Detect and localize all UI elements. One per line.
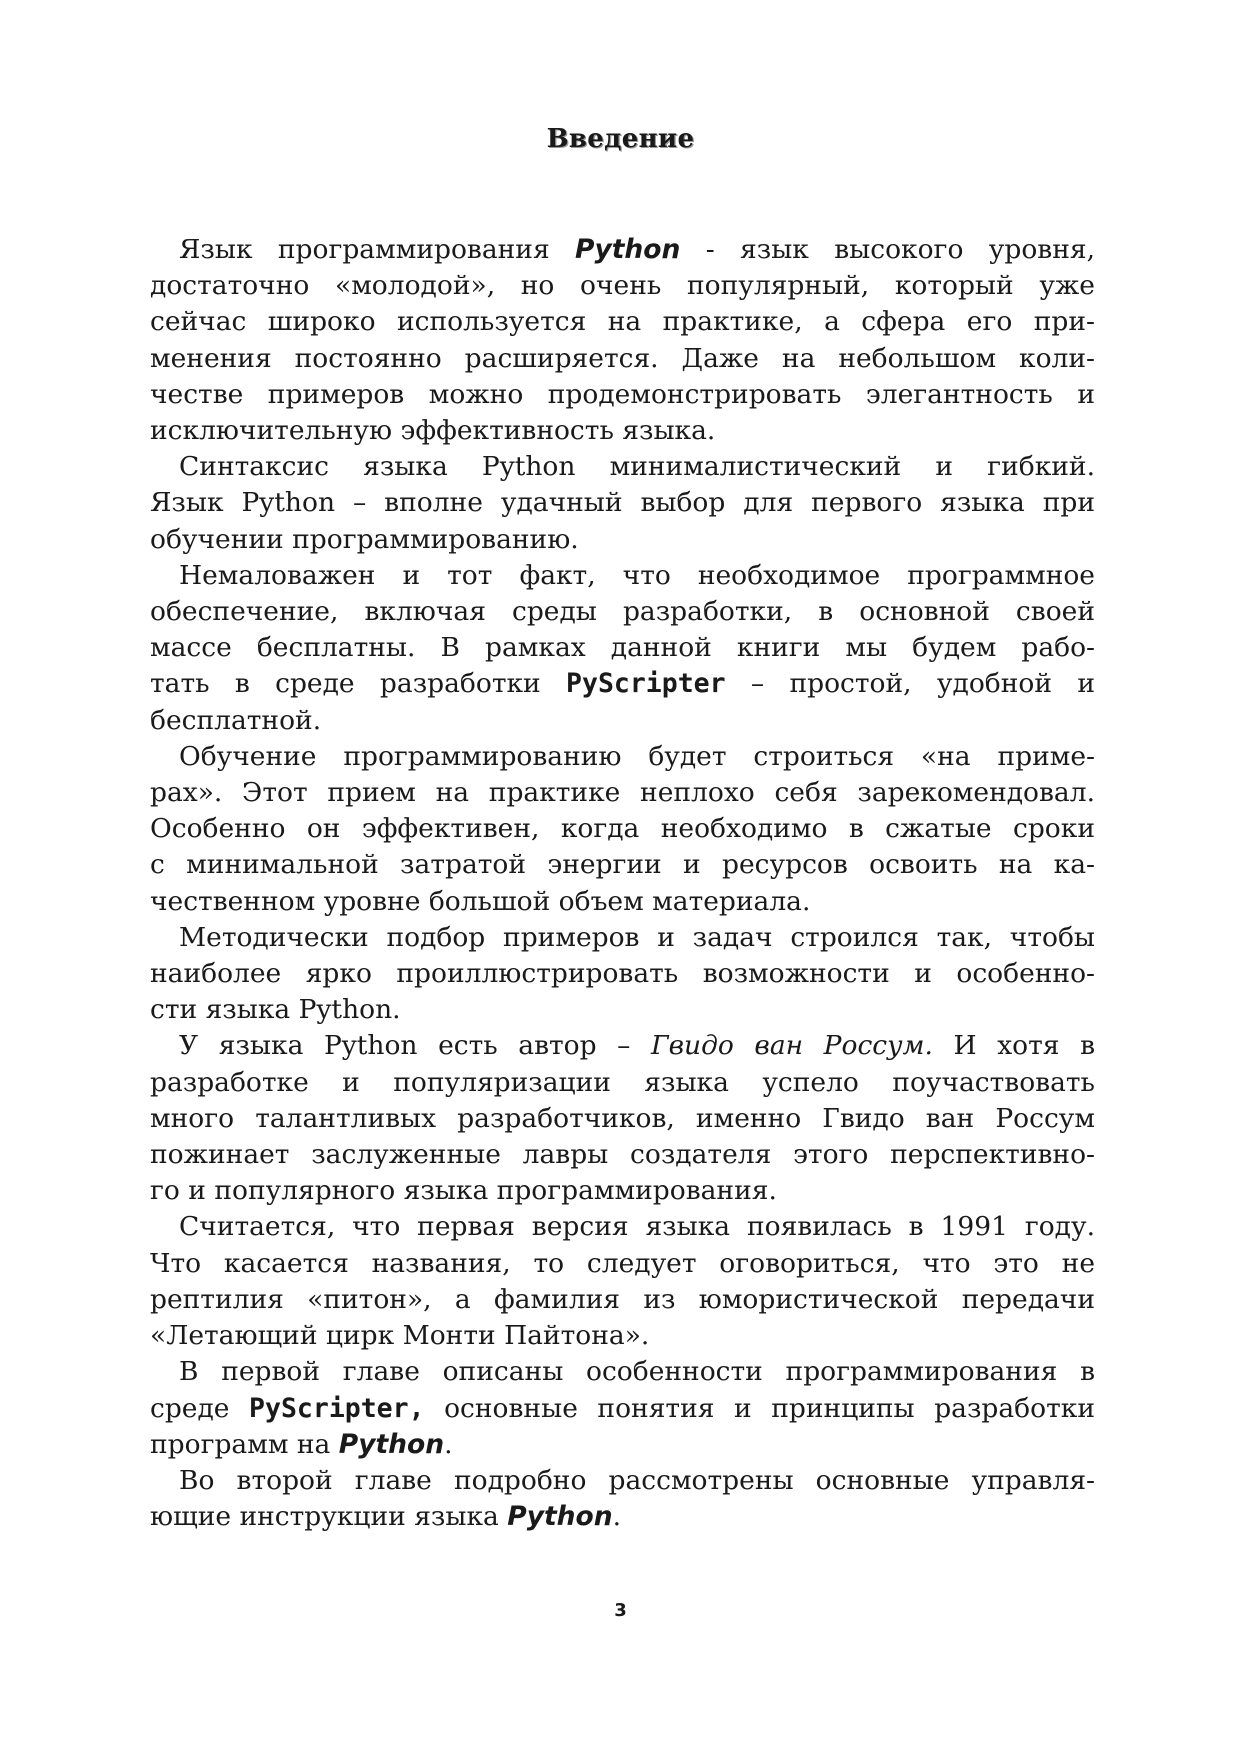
text-line xyxy=(150,1101,1095,1137)
text-run: Считается, что первая версия языка появилась в 1991 году. xyxy=(179,1211,1095,1243)
text-line xyxy=(150,594,1095,630)
paragraph xyxy=(150,1028,1095,1209)
text-line xyxy=(150,377,1095,413)
text-line xyxy=(150,232,1095,268)
text-line xyxy=(150,992,1095,1028)
emphasis-run: PyScripter xyxy=(566,668,726,700)
text-run: – простой, удобной и xyxy=(725,668,1096,700)
text-line xyxy=(150,1463,1095,1499)
text-line xyxy=(150,1354,1095,1390)
text-line xyxy=(150,449,1095,485)
text-run: Немаловажен и тот факт, что необходимое программное xyxy=(179,559,1095,591)
paragraph xyxy=(150,1354,1095,1463)
text-run: основные понятия и принципы разработки xyxy=(424,1392,1095,1424)
text-line xyxy=(150,884,1095,920)
paragraph xyxy=(150,232,1095,449)
text-run: Методически подбор примеров и задач строился так, чтобы xyxy=(179,921,1095,953)
text-run: бесплатной. xyxy=(150,704,322,736)
text-run: достаточно «молодой», но очень популярный, который уже xyxy=(150,270,1095,302)
emphasis-run: Python xyxy=(575,234,681,265)
text-run: Что касается названия, то следует оговориться, что это не xyxy=(150,1247,1095,1279)
text-run: Язык программирования xyxy=(179,234,576,265)
text-run: Во второй главе подробно рассмотрены основные управля- xyxy=(179,1464,1095,1496)
text-run: сти языка Python. xyxy=(150,994,401,1026)
text-run: честве примеров можно продемонстрировать элегантность и xyxy=(150,378,1095,410)
text-line xyxy=(150,739,1095,775)
text-run: У языка Python есть автор – xyxy=(179,1030,652,1062)
text-line xyxy=(150,1137,1095,1173)
text-run: . xyxy=(444,1428,453,1460)
text-run: ющие инструкции языка xyxy=(150,1501,508,1533)
text-line xyxy=(150,1246,1095,1282)
text-line xyxy=(150,268,1095,304)
text-line xyxy=(150,1209,1095,1245)
paragraph xyxy=(150,1209,1095,1354)
paragraph xyxy=(150,1463,1095,1535)
text-run: . xyxy=(612,1501,622,1533)
text-run: В первой главе описаны особенности программирования в xyxy=(179,1356,1095,1388)
paragraph xyxy=(150,558,1095,739)
italic-run: Гвидо ван Россум. xyxy=(651,1030,933,1062)
text-line xyxy=(150,485,1095,521)
text-line xyxy=(150,847,1095,883)
text-line xyxy=(150,1173,1095,1209)
text-run: разработке и популяризации языка успело поучаствовать xyxy=(150,1066,1095,1098)
text-run: Язык Python – вполне удачный выбор для первого языка при xyxy=(150,487,1095,519)
text-line xyxy=(150,703,1095,739)
text-run: го и популярного языка программирования. xyxy=(150,1175,777,1207)
emphasis-run: Python xyxy=(338,1428,445,1460)
text-run: исключительную эффективность языка. xyxy=(150,415,716,447)
text-line xyxy=(150,956,1095,992)
paragraph xyxy=(150,920,1095,1029)
text-run: Синтаксис языка Python минималистический и гибкий. xyxy=(179,451,1095,483)
text-line xyxy=(150,775,1095,811)
text-line xyxy=(150,666,1095,702)
text-run: пожинает заслуженные лавры создателя этого перспективно- xyxy=(150,1139,1095,1171)
text-run: программ на xyxy=(150,1428,339,1460)
emphasis-run: PyScripter, xyxy=(249,1392,425,1424)
body-text xyxy=(150,232,1095,1535)
text-run: - язык высокого уровня, xyxy=(680,234,1095,265)
text-run: Обучение программированию будет строиться «на приме- xyxy=(179,740,1095,772)
text-line xyxy=(150,630,1095,666)
text-run: И хотя в xyxy=(932,1030,1096,1062)
emphasis-run: Python xyxy=(507,1501,613,1533)
text-run: много талантливых разработчиков, именно Гвидо ван Россум xyxy=(150,1102,1095,1134)
text-run: сейчас широко используется на практике, а сфера его при- xyxy=(150,306,1095,338)
text-line xyxy=(150,1028,1095,1064)
text-run: менения постоянно расширяется. Даже на небольшом коли- xyxy=(150,342,1095,374)
paragraph xyxy=(150,449,1095,558)
text-line xyxy=(150,413,1095,449)
text-line xyxy=(150,304,1095,340)
text-run: с минимальной затратой энергии и ресурсов освоить на ка- xyxy=(150,849,1095,881)
text-run: тать в среде разработки xyxy=(150,668,567,700)
text-line xyxy=(150,522,1095,558)
paragraph xyxy=(150,739,1095,920)
text-line xyxy=(150,558,1095,594)
page-number: 3 xyxy=(614,1600,627,1621)
text-line xyxy=(150,920,1095,956)
text-line xyxy=(150,1318,1095,1354)
text-line xyxy=(150,811,1095,847)
text-run: наиболее ярко проиллюстрировать возможности и особенно- xyxy=(150,958,1095,990)
text-line xyxy=(150,1427,1095,1463)
text-run: среде xyxy=(150,1392,250,1424)
text-run: рах». Этот прием на практике неплохо себя зарекомендовал. xyxy=(150,777,1095,809)
text-line xyxy=(150,1499,1095,1535)
text-run: рептилия «питон», а фамилия из юмористической передачи xyxy=(150,1283,1095,1315)
text-run: обеспечение, включая среды разработки, в основной своей xyxy=(150,596,1095,628)
text-line xyxy=(150,1282,1095,1318)
text-run: «Летающий цирк Монти Пайтона». xyxy=(150,1320,650,1352)
text-run: обучении программированию. xyxy=(150,523,579,555)
text-run: Особенно он эффективен, когда необходимо в сжатые сроки xyxy=(150,813,1095,845)
text-line xyxy=(150,1065,1095,1101)
text-line xyxy=(150,341,1095,377)
text-run: чественном уровне большой объем материала. xyxy=(150,885,811,917)
text-line xyxy=(150,1391,1095,1427)
page-title: Введение xyxy=(546,124,695,154)
text-run: массе бесплатны. В рамках данной книги мы будем рабо- xyxy=(150,632,1095,664)
